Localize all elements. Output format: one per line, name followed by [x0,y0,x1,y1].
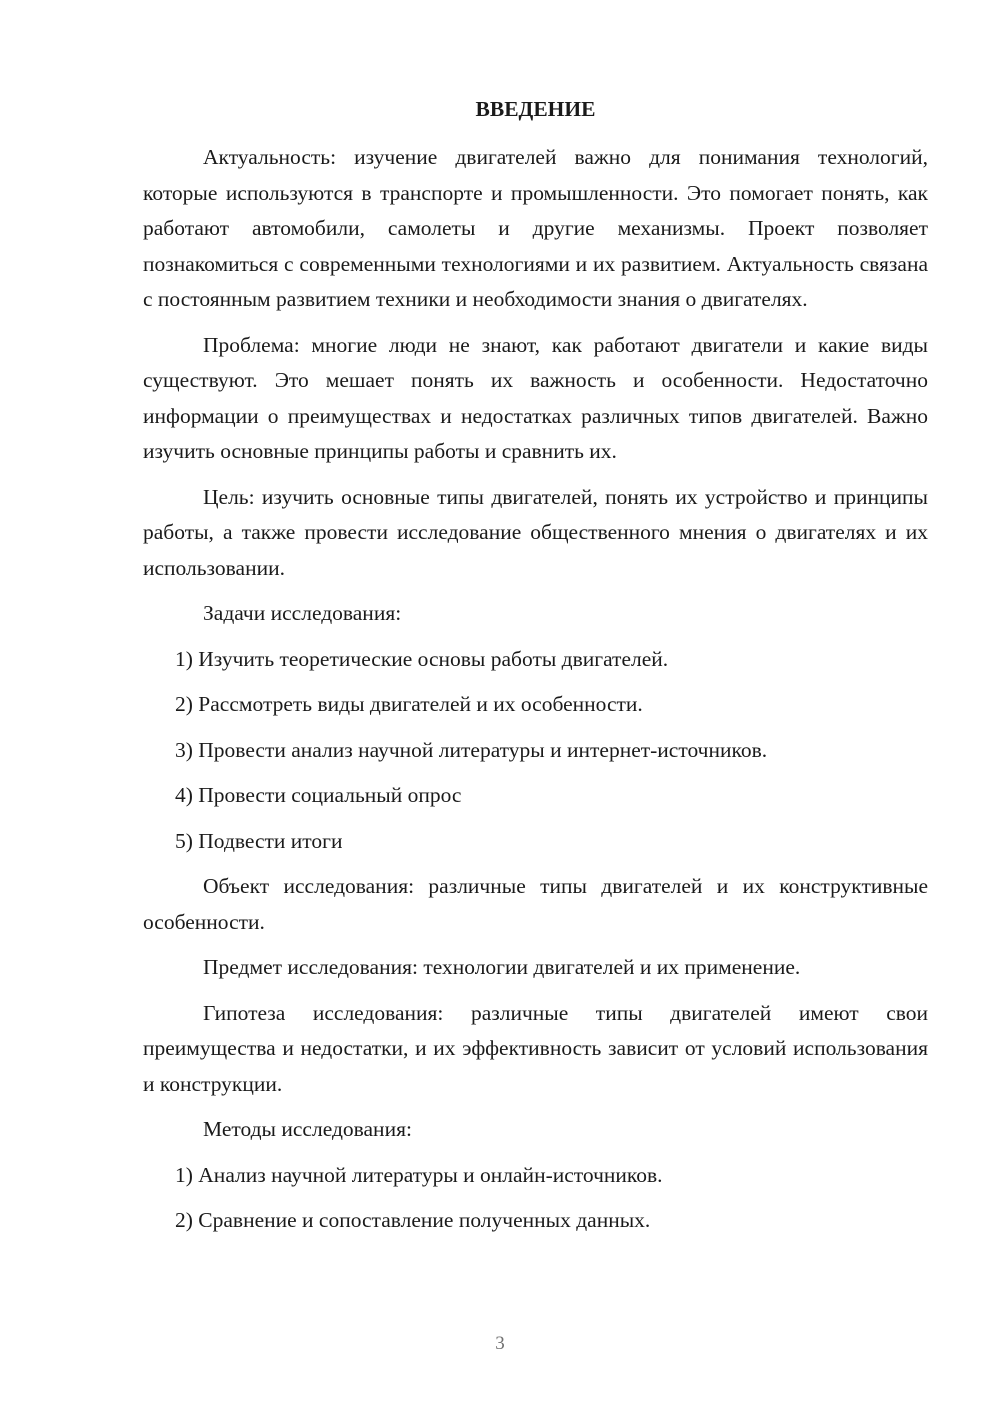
relevance-paragraph: Актуальность: изучение двигателей важно для понимания технологий, которые используются в транспорте и промышленности. Это помогает понять, как работают автомобили, самолеты и другие механизмы. Проект позволяет познакомиться с современными технологиями и их развитием. Актуальность связана с постоянным развитием техники и необходимости знания о двигателях. [143,145,928,311]
task-item-5: 5) Подвести итоги [175,828,343,853]
method-item-1: 1) Анализ научной литературы и онлайн-источников. [175,1162,663,1187]
method-item-2: 2) Сравнение и сопоставление полученных данных. [175,1208,651,1232]
hypothesis-paragraph: Гипотеза исследования: различные типы двигателей имеют свои преимущества и недостатки, и их эффективность зависит от условий использования и конструкции. [143,1000,928,1096]
problem-paragraph: Проблема: многие люди не знают, как работают двигатели и какие виды существуют. Это мешает понять их важность и особенности. Недостаточно информации о преимуществах и недостатках различных типов двигателей. Важно изучить основные принципы работы и сравнить их. [143,332,928,463]
tasks-heading: Задачи исследования: [203,601,402,625]
task-item-4: 4) Провести социальный опрос [175,783,462,807]
section-title: ВВЕДЕНИЕ [475,97,596,121]
subject-paragraph: Предмет исследования: технологии двигателей и их применение. [203,955,801,979]
object-paragraph: Объект исследования: различные типы двигателей и их конструктивные особенности. [143,874,928,934]
task-item-1: 1) Изучить теоретические основы работы двигателей. [175,646,669,671]
page-number: 3 [495,1333,505,1354]
task-item-2: 2) Рассмотреть виды двигателей и их особенности. [175,692,643,716]
tasks-list [143,642,928,860]
methods-list [143,1158,928,1239]
page-content [143,92,928,1249]
task-item-3: 3) Провести анализ научной литературы и интернет-источников. [175,737,768,762]
goal-paragraph: Цель: изучить основные типы двигателей, понять их устройство и принципы работы, а также провести исследование общественного мнения о двигателях и их использовании. [143,484,928,580]
methods-heading: Методы исследования: [203,1117,412,1141]
